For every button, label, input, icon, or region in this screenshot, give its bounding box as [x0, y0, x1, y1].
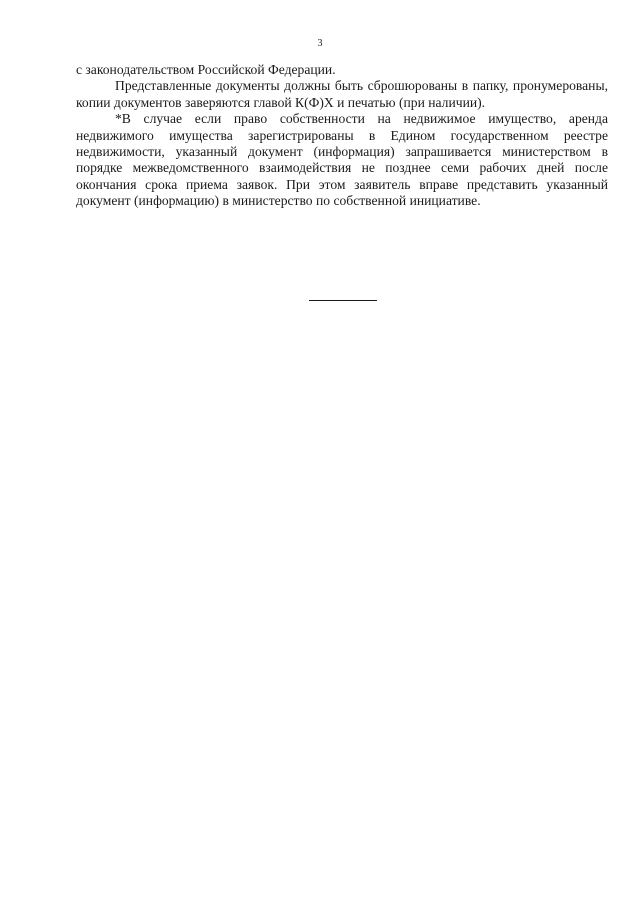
paragraph-binding-requirements: Представленные документы должны быть сброшюрованы в папку, пронумерованы, копии документов заверяются главой К(Ф)Х и печатью (при наличии). — [76, 78, 608, 110]
paragraph-footnote-property-rights: *В случае если право собственности на недвижимое имущество, аренда недвижимого имущества зарегистрированы в Едином государственном реестре недвижимости, указанный документ (информация) запрашивается министерством в порядке межведомственного взаимодействия не позднее семи рабочих дней после окончания срока приема заявок. При этом заявитель вправе представить указанный документ (информацию) в министерство по собственной инициативе. — [76, 111, 608, 209]
paragraph-continuation: с законодательством Российской Федерации. — [76, 62, 336, 77]
end-of-document-rule — [309, 300, 377, 301]
document-body — [76, 62, 608, 210]
page-number: 3 — [317, 38, 323, 49]
